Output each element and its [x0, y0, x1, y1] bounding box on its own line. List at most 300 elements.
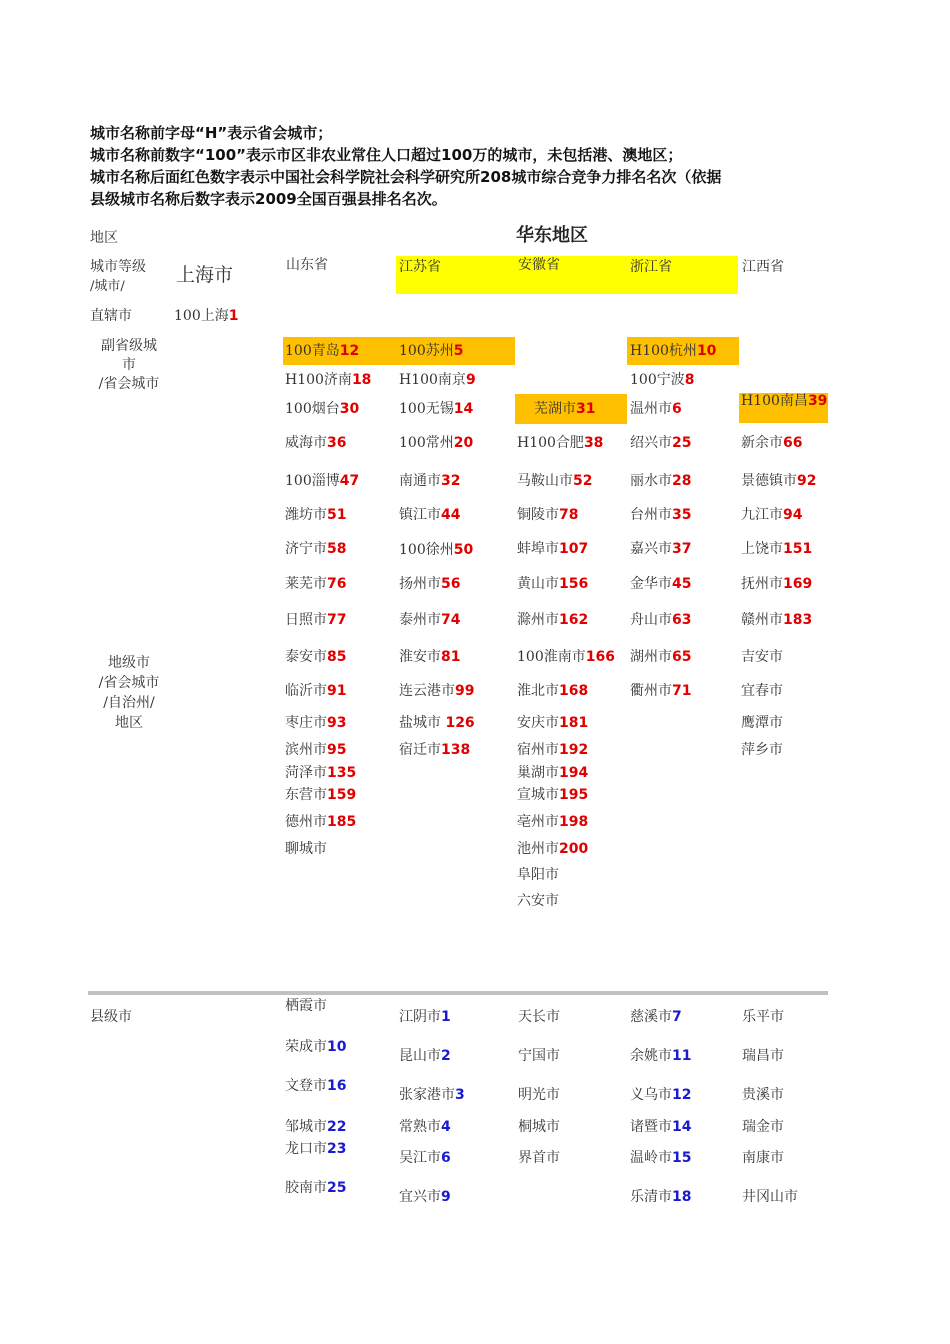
level-label: 城市等级 [90, 259, 146, 275]
county-cell [630, 1086, 691, 1104]
city-name: 铜陵市 [517, 507, 559, 523]
city-cell [285, 400, 359, 418]
city-rank: 1 [228, 308, 239, 324]
city-cell [517, 840, 588, 858]
city-cell [741, 648, 783, 666]
city-name: 阜阳市 [517, 867, 559, 883]
city-name: 衢州市 [630, 683, 672, 699]
county-rank: 25 [327, 1180, 347, 1196]
city-name: H100杭州 [630, 343, 697, 359]
city-cell [630, 434, 691, 452]
city-rank: 91 [327, 683, 347, 699]
city-cell [285, 506, 346, 524]
county-rank: 15 [672, 1150, 692, 1166]
city-name: 100淄博 [285, 473, 340, 489]
city-cell [741, 714, 783, 732]
city-name: 吉安市 [741, 649, 783, 665]
county-cell [518, 1047, 560, 1065]
province-zhejiang: 浙江省 [630, 259, 672, 275]
city-cell [285, 764, 356, 782]
city-name: 新余市 [741, 435, 783, 451]
city-name: 丽水市 [630, 473, 672, 489]
county-name: 桐城市 [518, 1119, 560, 1135]
city-name: 镇江市 [399, 507, 441, 523]
city-cell [741, 506, 802, 524]
city-name: 盐城市 [399, 715, 446, 731]
city-cell [399, 575, 460, 593]
city-cell [399, 648, 460, 666]
city-cell [630, 575, 691, 593]
city-name: 金华市 [630, 576, 672, 592]
county-cell [285, 1038, 346, 1056]
city-name: 聊城市 [285, 841, 327, 857]
city-name: 宣城市 [517, 787, 559, 803]
county-name: 余姚市 [630, 1048, 672, 1064]
city-cell [285, 786, 356, 804]
city-rank: 156 [559, 576, 589, 592]
highlight-province [396, 256, 738, 294]
city-rank: 78 [559, 507, 579, 523]
city-name: 淮北市 [517, 683, 559, 699]
city-name: 安庆市 [517, 715, 559, 731]
city-cell [741, 575, 812, 593]
city-name: 上饶市 [741, 541, 783, 557]
province-anhui [518, 256, 560, 264]
city-rank: 192 [559, 742, 589, 758]
county-cell [285, 997, 327, 1015]
county-rank: 7 [672, 1009, 682, 1025]
county-cell [399, 1047, 451, 1065]
county-name: 慈溪市 [630, 1009, 672, 1025]
city-cell [517, 648, 615, 666]
city-rank: 58 [327, 541, 347, 557]
city-cell [285, 714, 346, 732]
city-cell [630, 472, 691, 490]
city-rank: 30 [339, 401, 360, 417]
city-rank: 45 [672, 576, 692, 592]
county-cell [285, 1118, 346, 1136]
county-rank: 1 [441, 1009, 451, 1025]
city-cell [285, 575, 346, 593]
city-name: 嘉兴市 [630, 541, 672, 557]
city-rank: 5 [453, 343, 464, 359]
row-label-zhixiashi: 直辖市 [90, 308, 132, 324]
city-name: 100淮南市 [517, 649, 586, 665]
county-name: 乐平市 [742, 1009, 784, 1025]
county-name: 荣成市 [285, 1039, 327, 1055]
county-cell [518, 1118, 560, 1136]
city-name: 临沂市 [285, 683, 327, 699]
province-jiangsu: 江苏省 [399, 259, 441, 275]
city-cell [630, 611, 691, 629]
city-name: H100合肥 [517, 435, 584, 451]
county-rank: 10 [327, 1039, 347, 1055]
city-cell [399, 611, 460, 629]
shanghai-header: 上海市 [176, 264, 234, 286]
city-rank: 8 [684, 372, 695, 388]
city-rank: 38 [583, 435, 604, 451]
city-name: H100南昌 [741, 393, 808, 409]
level-label-sub: /城市/ [90, 279, 125, 294]
city-cell [399, 434, 473, 452]
county-cell [630, 1047, 691, 1065]
city-name: 莱芜市 [285, 576, 327, 592]
city-cell [517, 714, 588, 732]
note-line-2: 城市名称前数字“100”表示市区非农业常住人口超过100万的城市，未包括港、澳地区； [90, 146, 683, 164]
county-name: 胶南市 [285, 1180, 327, 1196]
city-rank: 81 [441, 649, 461, 665]
county-name: 诸暨市 [630, 1119, 672, 1135]
county-name: 江阴市 [399, 1009, 441, 1025]
city-rank: 93 [327, 715, 347, 731]
city-cell [399, 472, 460, 490]
county-name: 贵溪市 [742, 1087, 784, 1103]
city-cell [630, 400, 682, 418]
city-cell [517, 764, 588, 782]
county-cell [742, 1086, 784, 1104]
county-name: 栖霞市 [285, 998, 327, 1014]
county-name: 宜兴市 [399, 1189, 441, 1205]
county-cell [285, 1077, 346, 1095]
city-rank: 194 [559, 765, 589, 781]
city-cell [285, 648, 346, 666]
county-name: 井冈山市 [742, 1189, 798, 1205]
city-rank: 159 [327, 787, 357, 803]
city-cell [399, 741, 470, 759]
city-name: 宜春市 [741, 683, 783, 699]
city-cell [630, 371, 694, 389]
county-rank: 3 [455, 1087, 465, 1103]
city-name: 温州市 [630, 401, 672, 417]
city-cell [534, 400, 595, 418]
county-cell [285, 1179, 346, 1197]
city-rank: 31 [576, 401, 596, 417]
city-cell [285, 741, 346, 759]
county-name: 瑞金市 [742, 1119, 784, 1135]
city-cell [741, 472, 816, 490]
county-cell [742, 1118, 784, 1136]
county-rank: 14 [672, 1119, 692, 1135]
city-cell [285, 342, 359, 360]
city-name: 100徐州 [399, 542, 454, 558]
county-cell [518, 1149, 560, 1167]
city-name: 泰州市 [399, 612, 441, 628]
row-label-diji-2: /省会城市 [98, 675, 160, 691]
city-rank: 181 [559, 715, 589, 731]
city-cell [517, 611, 588, 629]
county-cell [630, 1149, 691, 1167]
city-rank: 74 [441, 612, 461, 628]
city-cell [285, 840, 327, 858]
county-rank: 11 [672, 1048, 692, 1064]
county-cell [285, 1140, 346, 1158]
city-name: 景德镇市 [741, 473, 797, 489]
row-label-diji-3: /自治州/ [103, 695, 155, 711]
city-rank: 6 [672, 401, 682, 417]
county-rank: 2 [441, 1048, 451, 1064]
county-name: 文登市 [285, 1078, 327, 1094]
city-cell [174, 307, 238, 325]
city-name: 宿州市 [517, 742, 559, 758]
city-name: 绍兴市 [630, 435, 672, 451]
city-rank: 183 [783, 612, 813, 628]
county-name: 天长市 [518, 1009, 560, 1025]
city-name: H100济南 [285, 372, 352, 388]
city-rank: 99 [455, 683, 475, 699]
city-name: 九江市 [741, 507, 783, 523]
region-title: 华东地区 [516, 225, 588, 246]
county-rank: 6 [441, 1150, 451, 1166]
city-cell [741, 682, 783, 700]
county-cell [399, 1008, 451, 1026]
county-name: 义乌市 [630, 1087, 672, 1103]
province-shandong: 山东省 [286, 257, 328, 273]
city-rank: 51 [327, 507, 347, 523]
city-cell [285, 472, 359, 490]
city-rank: 63 [672, 612, 692, 628]
city-name: 南通市 [399, 473, 441, 489]
row-label-diji-1: 地级市 [108, 655, 150, 671]
city-name: 德州市 [285, 814, 327, 830]
city-rank: 12 [339, 343, 360, 359]
city-cell [741, 540, 812, 558]
city-cell [630, 506, 691, 524]
city-cell [517, 813, 588, 831]
county-cell [742, 1008, 784, 1026]
city-cell [741, 392, 827, 410]
city-rank: 95 [327, 742, 347, 758]
note-line-3: 城市名称后面红色数字表示中国社会科学院社会科学研究所208城市综合竞争力排名名次（依据 [90, 168, 722, 186]
city-name: 100烟台 [285, 401, 340, 417]
province-jiangxi: 江西省 [742, 259, 784, 275]
city-name: 潍坊市 [285, 507, 327, 523]
county-name: 乐清市 [630, 1189, 672, 1205]
city-name: 亳州市 [517, 814, 559, 830]
city-cell [741, 741, 783, 759]
row-label-fusheng-3: /省会城市 [98, 376, 160, 392]
city-rank: 107 [559, 541, 589, 557]
city-name: 菏泽市 [285, 765, 327, 781]
city-cell [630, 540, 691, 558]
city-cell [285, 813, 356, 831]
city-name: 威海市 [285, 435, 327, 451]
city-rank: 39 [807, 393, 828, 409]
city-rank: 76 [327, 576, 347, 592]
city-name: 宿迁市 [399, 742, 441, 758]
city-rank: 185 [327, 814, 357, 830]
county-name: 瑞昌市 [742, 1048, 784, 1064]
city-rank: 200 [559, 841, 589, 857]
county-cell [742, 1188, 798, 1206]
city-rank: 71 [672, 683, 692, 699]
region-label: 地区 [90, 230, 118, 246]
city-rank: 169 [783, 576, 813, 592]
city-rank: 94 [783, 507, 803, 523]
county-name: 温岭市 [630, 1150, 672, 1166]
city-name: 巢湖市 [517, 765, 559, 781]
county-cell [742, 1149, 784, 1167]
city-name: 100无锡 [399, 401, 454, 417]
county-cell [399, 1118, 451, 1136]
county-name: 邹城市 [285, 1119, 327, 1135]
city-rank: 92 [797, 473, 817, 489]
city-name: 100常州 [399, 435, 454, 451]
city-cell [517, 892, 559, 910]
city-rank: 50 [453, 542, 474, 558]
city-cell [399, 506, 460, 524]
city-rank: 195 [559, 787, 589, 803]
city-name: 济宁市 [285, 541, 327, 557]
city-cell [630, 682, 691, 700]
city-name: 日照市 [285, 612, 327, 628]
city-cell [517, 682, 588, 700]
city-name: 东营市 [285, 787, 327, 803]
city-name: 湖州市 [630, 649, 672, 665]
city-cell [741, 434, 802, 452]
city-cell [285, 540, 346, 558]
city-name: 六安市 [517, 893, 559, 909]
city-cell [399, 400, 473, 418]
city-name: 蚌埠市 [517, 541, 559, 557]
city-name: 泰安市 [285, 649, 327, 665]
city-cell [517, 786, 588, 804]
city-cell [399, 342, 463, 360]
county-name: 张家港市 [399, 1087, 455, 1103]
county-cell [742, 1047, 784, 1065]
county-name: 宁国市 [518, 1048, 560, 1064]
city-name: 滨州市 [285, 742, 327, 758]
city-rank: 25 [672, 435, 692, 451]
city-cell [517, 866, 559, 884]
city-rank: 85 [327, 649, 347, 665]
note-line-4: 县级城市名称后数字表示2009全国百强县排名名次。 [90, 190, 447, 208]
city-name: 赣州市 [741, 612, 783, 628]
section-divider [88, 991, 828, 995]
city-cell [630, 648, 691, 666]
county-cell [630, 1008, 682, 1026]
city-cell [741, 611, 812, 629]
county-name: 明光市 [518, 1087, 560, 1103]
city-cell [517, 434, 603, 452]
city-cell [285, 371, 371, 389]
city-name: 淮安市 [399, 649, 441, 665]
city-name: 马鞍山市 [517, 473, 573, 489]
city-name: H100南京 [399, 372, 466, 388]
city-rank: 32 [441, 473, 461, 489]
row-label-diji-4: 地区 [115, 715, 143, 731]
city-rank: 198 [559, 814, 589, 830]
city-cell [517, 540, 588, 558]
county-rank: 22 [327, 1119, 347, 1135]
county-name: 界首市 [518, 1150, 560, 1166]
county-rank: 23 [327, 1141, 347, 1157]
city-rank: 52 [573, 473, 593, 489]
county-name: 南康市 [742, 1150, 784, 1166]
county-cell [518, 1086, 560, 1104]
city-name: 扬州市 [399, 576, 441, 592]
city-rank: 47 [339, 473, 360, 489]
county-name: 昆山市 [399, 1048, 441, 1064]
city-rank: 10 [696, 343, 717, 359]
county-cell [630, 1188, 691, 1206]
city-cell [399, 371, 476, 389]
city-name: 台州市 [630, 507, 672, 523]
city-name: 池州市 [517, 841, 559, 857]
city-name: 舟山市 [630, 612, 672, 628]
city-rank: 35 [672, 507, 692, 523]
city-rank: 44 [441, 507, 461, 523]
city-cell [399, 682, 474, 700]
city-rank: 166 [585, 649, 615, 665]
city-name: 100宁波 [630, 372, 685, 388]
county-name: 吴江市 [399, 1150, 441, 1166]
city-rank: 18 [351, 372, 372, 388]
city-cell [285, 611, 346, 629]
county-rank: 9 [441, 1189, 451, 1205]
county-cell [399, 1149, 451, 1167]
city-rank: 151 [783, 541, 813, 557]
city-name: 鹰潭市 [741, 715, 783, 731]
city-cell [399, 541, 473, 559]
row-label-fusheng-1: 副省级城 [101, 338, 157, 354]
city-name: 100苏州 [399, 343, 454, 359]
city-name: 抚州市 [741, 576, 783, 592]
city-name: 100上海 [174, 308, 229, 324]
city-rank: 135 [327, 765, 357, 781]
city-rank: 28 [672, 473, 692, 489]
city-rank: 20 [453, 435, 474, 451]
city-cell [517, 741, 588, 759]
county-cell [399, 1086, 465, 1104]
city-rank: 65 [672, 649, 692, 665]
city-name: 萍乡市 [741, 742, 783, 758]
row-label-fusheng-2: 市 [122, 357, 136, 373]
city-rank: 138 [441, 742, 471, 758]
city-name: 芜湖市 [534, 401, 576, 417]
county-rank: 4 [441, 1119, 451, 1135]
city-name: 滁州市 [517, 612, 559, 628]
city-rank: 126 [445, 715, 475, 731]
county-cell [630, 1118, 691, 1136]
city-cell [630, 342, 716, 360]
county-name: 常熟市 [399, 1119, 441, 1135]
city-cell [399, 714, 475, 732]
county-rank: 18 [672, 1189, 692, 1205]
city-cell [285, 434, 346, 452]
city-rank: 9 [465, 372, 476, 388]
city-name: 100青岛 [285, 343, 340, 359]
city-rank: 37 [672, 541, 692, 557]
city-name: 连云港市 [399, 683, 455, 699]
city-rank: 77 [327, 612, 347, 628]
city-rank: 66 [783, 435, 803, 451]
city-cell [285, 682, 346, 700]
city-rank: 168 [559, 683, 589, 699]
row-label-xianji: 县级市 [90, 1009, 132, 1025]
city-cell [517, 506, 578, 524]
city-rank: 56 [441, 576, 461, 592]
city-cell [517, 575, 588, 593]
city-rank: 14 [453, 401, 474, 417]
county-rank: 16 [327, 1078, 347, 1094]
city-rank: 36 [327, 435, 347, 451]
city-rank: 162 [559, 612, 589, 628]
county-cell [399, 1188, 451, 1206]
county-name: 龙口市 [285, 1141, 327, 1157]
city-name: 枣庄市 [285, 715, 327, 731]
county-rank: 12 [672, 1087, 692, 1103]
note-line-1: 城市名称前字母“H”表示省会城市； [90, 124, 333, 142]
